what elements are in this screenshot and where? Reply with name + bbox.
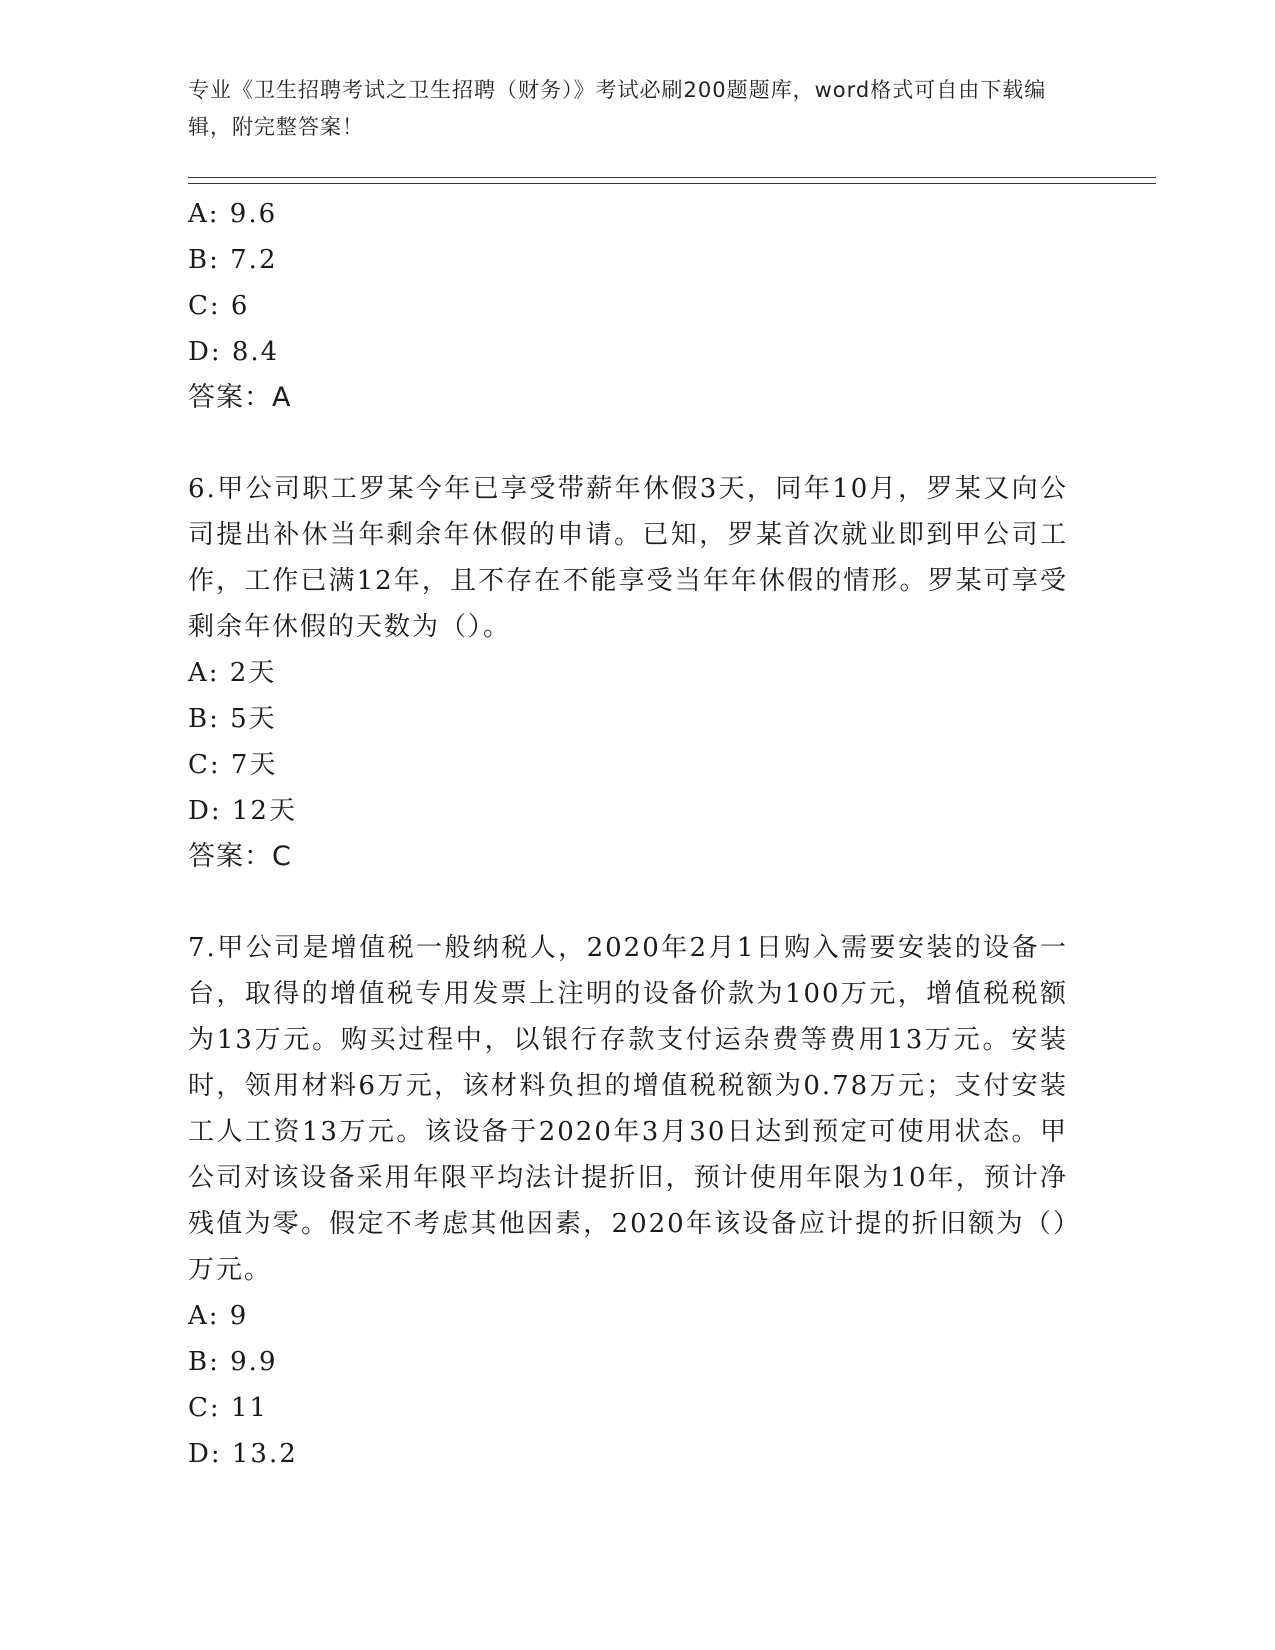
q5-answer: 答案：A	[188, 382, 292, 413]
q6-stem: 6.甲公司职工罗某今年已享受带薪年休假3天，同年10月，罗某又向公司提出补休当年剩余年休假的申请。已知，罗某首次就业即到甲公司工作，工作已满12年，且不存在不能享受当年年休假的情形。罗某可享受剩余年休假的天数为（）。	[188, 474, 1068, 642]
question-5-block	[188, 191, 1068, 421]
q5-option-a: A: 9.6	[188, 199, 278, 229]
q5-option-d: D: 8.4	[188, 337, 280, 367]
spacer	[188, 421, 1068, 466]
header-rule-top	[188, 177, 1156, 178]
q5-option-c: C: 6	[188, 291, 250, 321]
document-header: 专业《卫生招聘考试之卫生招聘（财务）》考试必刷200题题库，word格式可自由下载编辑，附完整答案！	[188, 78, 1047, 139]
question-6-block	[188, 466, 1068, 880]
q7-option-b: B: 9.9	[188, 1347, 278, 1377]
q7-option-a: A: 9	[188, 1301, 249, 1331]
header-rule-bottom	[188, 183, 1156, 184]
q6-option-b: B: 5天	[188, 704, 277, 734]
q7-option-d: D: 13.2	[188, 1439, 298, 1469]
q6-option-d: D: 12天	[188, 796, 297, 826]
q6-option-a: A: 2天	[188, 658, 277, 688]
q7-option-c: C: 11	[188, 1393, 269, 1423]
q6-answer: 答案：C	[188, 841, 292, 872]
q7-stem: 7.甲公司是增值税一般纳税人，2020年2月1日购入需要安装的设备一台，取得的增值税专用发票上注明的设备价款为100万元，增值税税额为13万元。购买过程中，以银行存款支付运杂费等费用13万元。安装时，领用材料6万元，该材料负担的增值税税额为0.78万元；支付安装工人工资13万元。该设备于2020年3月30日达到预定可使用状态。甲公司对该设备采用年限平均法计提折旧，预计使用年限为10年，预计净残值为零。假定不考虑其他因素，2020年该设备应计提的折旧额为（）万元。	[188, 933, 1068, 1285]
q5-option-b: B: 7.2	[188, 245, 278, 275]
spacer	[188, 880, 1068, 925]
q6-option-c: C: 7天	[188, 750, 278, 780]
question-list	[188, 191, 1068, 1477]
question-7-block	[188, 925, 1068, 1477]
